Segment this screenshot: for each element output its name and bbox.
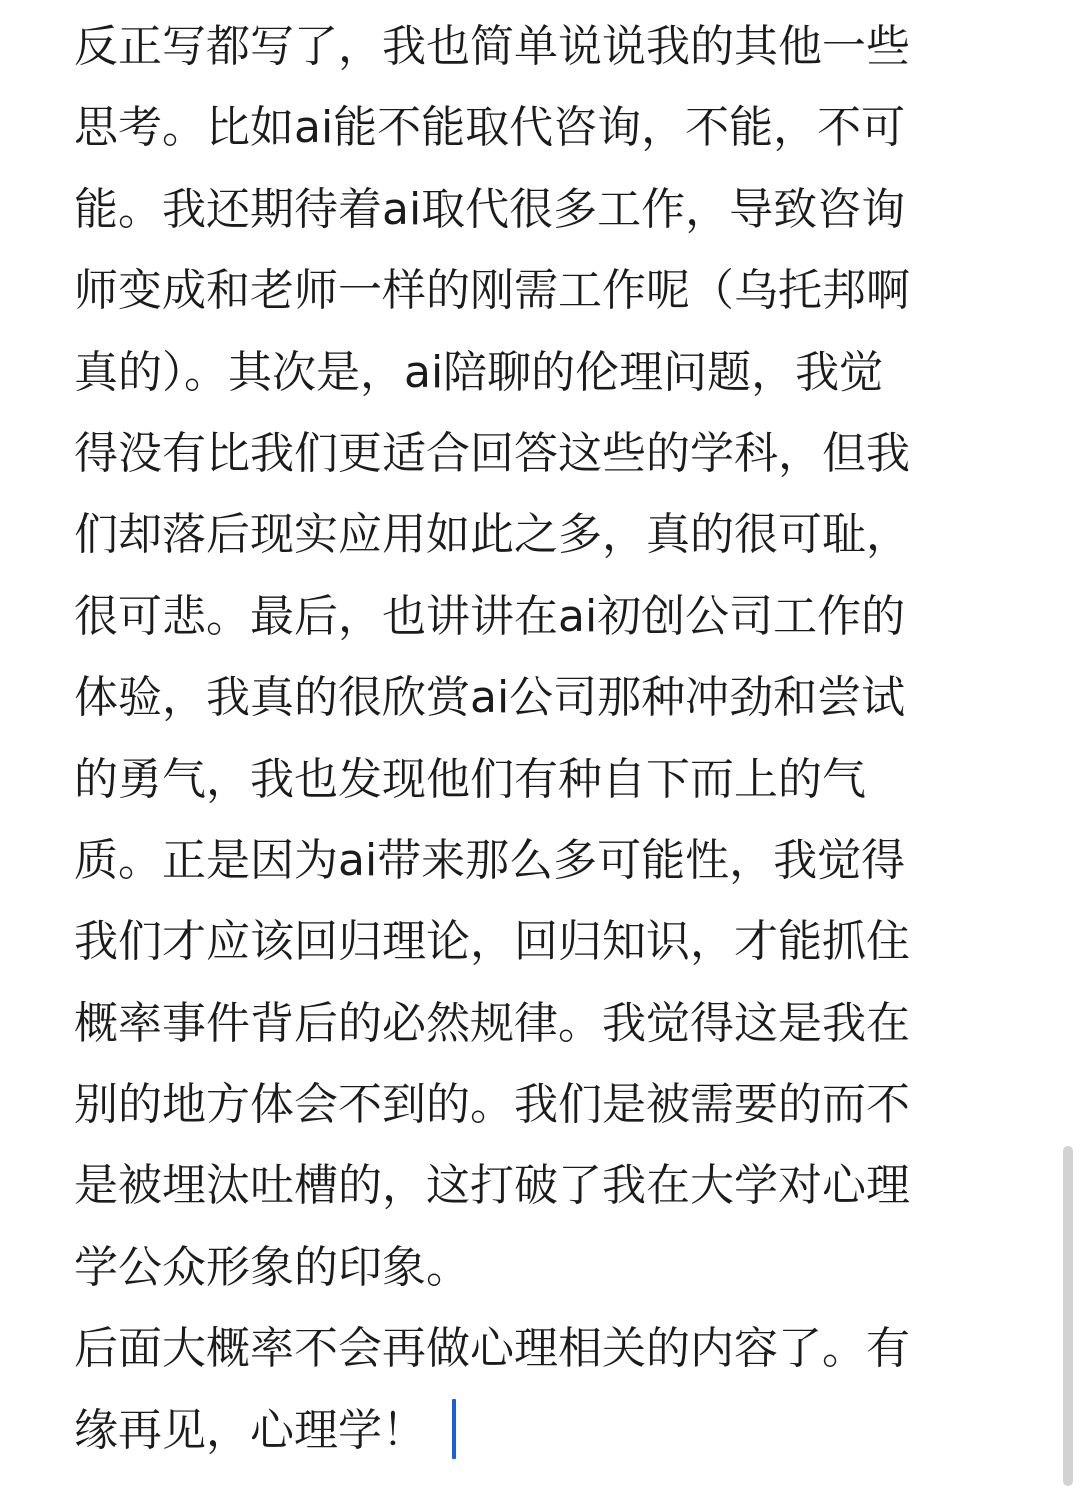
text-line-4: 师变成和老师一样的刚需工作呢（乌托邦啊 [74,265,910,317]
text-line-7: 们却落后现实应用如此之多，真的很可耻， [74,509,910,561]
text-line-12: 我们才应该回归理论，回归知识，才能抓住 [74,916,910,968]
text-line-6: 得没有比我们更适合回答这些的学科，但我 [74,427,910,479]
text-line-17: 后面大概率不会再做心理相关的内容了。有 [74,1323,910,1375]
text-line-1: 反正写都写了，我也简单说说我的其他一些 [74,21,910,72]
text-line-8: 很可悲。最后，也讲讲在ai初创公司工作的 [74,590,906,642]
text-line-2: 思考。比如ai能不能取代咨询，不能，不可 [74,102,906,154]
scrollbar-thumb[interactable] [1063,1146,1073,1486]
text-line-18 [74,1390,994,1471]
text-line-13: 概率事件背后的必然规律。我觉得这是我在 [74,997,910,1049]
text-line-3: 能。我还期待着ai取代很多工作，导致咨询 [74,183,906,235]
text-line-5: 真的）。其次是，ai陪聊的伦理问题，我觉 [74,346,884,398]
text-line-14: 别的地方体会不到的。我们是被需要的而不 [74,1079,910,1131]
text-line-18-content: 缘再见，心理学！ [74,1404,426,1456]
text-line-9: 体验，我真的很欣赏ai公司那种冲劲和尝试 [74,672,906,724]
text-cursor [452,1399,456,1459]
text-area[interactable] [74,6,994,1471]
text-line-11: 质。正是因为ai带来那么多可能性，我觉得 [74,834,906,886]
text-line-15: 是被埋汰吐槽的，这打破了我在大学对心理 [74,1160,910,1212]
text-line-10: 的勇气，我也发现他们有种自下而上的气 [74,753,866,805]
scrollbar-track[interactable] [1058,0,1080,1500]
text-line-16: 学公众形象的印象。 [74,1241,470,1293]
